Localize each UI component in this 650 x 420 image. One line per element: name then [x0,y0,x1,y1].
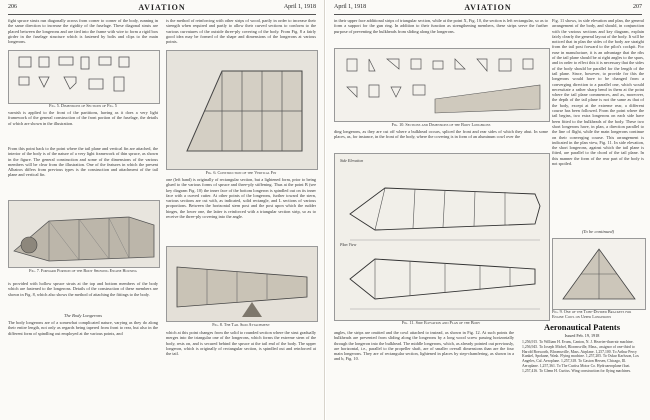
right-page-date: April 1, 1918 [334,4,367,10]
side-elevation-label: Side Elevation [340,158,364,163]
fig6-caption: Fig. 6. Construction of the Vertical Fin [205,170,277,175]
left-page-date: April 1, 1918 [283,4,316,10]
left-text-col2: is the method of reinforcing with other strips of wood, partly in order to increase their strength when required and partly to allow their curved sections to conform to the various curvatures of the outside three-ply covering of the body. From Fig. 8 a fairly good idea may be formed of the shape and dimensions of the longerons at various points. [166,18,316,45]
header-rule [334,14,642,15]
figure-9 [552,238,646,310]
left-text-col1d: is provided with hollow spruce struts at the top and bottom members of the body which are fastened to the longerons. Details of the construction of these members are shown in Fig. 8, which also shows the method of attaching the fittings to the body. [8,281,158,297]
left-text-col1e: The body longerons are of a somewhat complicated nature, varying as they do along their entire length, not only as regards being tapered from front to rear, but also in the different form of spindling out employed at the various points, and [8,320,158,336]
fig11-caption: Fig. 11. Side Elevation and Plan of the Body [401,320,481,325]
figure-8 [166,246,318,322]
patents-date: Issued Feb. 19, 1918 [564,333,600,338]
right-running-title: AVIATION [464,3,512,12]
fig7-caption: Fig. 7. Forward Portion of the Body Showing Engine Housing [29,268,137,273]
plan-view-label: Plan View [340,242,357,247]
right-text-col1: in their upper face additional strips of triangular section, while at the point X, Fig. 10, the section is left rectangular, so as to form a support for the gun ring. In addition to their function as strengthening members, these strips serve the further purpose of preventing the bulkheads from sliding along the longerons. [334,18,548,34]
left-text-col2c: which at this point changes from the solid to rounded section where the strut gradually merges into the triangular one of the longerons, which forms the extreme stern of the body, rests on, and is secured behind the spruce at the tail end of the body. The upper longeron, which is originally of rectangular section, is spindled out and reinforced at the tail. [166,330,316,357]
patents-title: Aeronautical Patents [543,322,621,332]
aeronautical-patents [522,322,642,374]
fig9-caption: Fig. 9. One of the Tube-Divided Brackets for Engine Cowl on Upper Longerons [552,309,632,319]
left-text-col2b: one (left hand) is originally of rectangular section, but a lightened form, prior to being glued to the various forms of spruce and three-ply stiffening. Thus at the point B (see key diagram Fig. 10) the inner face of the bottom longeron is spindled out on its inner face with a curved cutter. At other points of the longerons, further toward the stern, various sections are cut with, as indicated, solid rectangle, and L sections of various proportions. Between the horizontal stern post and the post upon which the rudder hinges, the lower one, the latter is reinforced with a triangular section strip, so as to receive the three-ply covering into the angle. [166,177,316,220]
right-text-bottom: angles, the strips are omitted and the cowl attached to instead, as shown in Fig. 12. At such points the bulkheads are prevented from sliding along the longerons by a long wood screw passing horizontally through the longeron into the bulkhead. The middle longerons, which, as already pointed out previously, are horizontal, i.e., parallel to the propeller shaft, are of smaller overall dimensions than are the four main longerons. They are of rectangular section, lightened in places by step-chamfering, as shown in a and b, Fig. 10. [334,330,514,362]
figure-6 [166,50,318,170]
right-page [326,0,650,420]
body-longerons-subhead: The Body Longerons [63,313,103,318]
figure-11 [334,153,550,321]
figure-7 [8,200,160,268]
left-running-title: AVIATION [138,3,186,12]
figure-10 [334,48,550,122]
patents-list: 1,256,915. To William H. Evans, Canton, N. J. Heavier-than-air machine. 1,256,945. To Joseph Michel, Bloomsville, Mass., assignor of one-third to Harold Bosworth, Bloomsville, Mass. Airplane. 1,257,100. To Arthur Percy Kunkel, Spokane, Wash. Flying machine. 1,257,205. To Oskar Karlsson, Los Angeles, Cal. Aeroplane. 1,257,318. To Gaston Hersen, Chicago, Ill. Aeroplane. 1,257,361. To The Curtiss Motor Co. Hydroaeroplane float. 1,257,416. To Glenn H. Curtiss. Wing construction for flying machines. [522,340,639,373]
fig8-caption: Fig. 8. The Tail Skid Attachment [212,322,270,327]
left-text-col1b: varnish is applied to the front of the partitions, having as it does a very light framework of the general construction of the front portion of the fuselage, the details of which are shown in the illustration. [8,110,158,126]
header-rule [8,14,316,15]
left-page-number: 206 [8,4,17,10]
fig10-caption: Fig. 10. Sections and Dimensions of the Body Longerons [391,122,491,127]
to-be-continued: (To be continued) [581,229,615,234]
right-text-col3: Fig. 11 shows, in side elevation and plan, the general arrangement of the body, and should, in conjunction with the various sections and key diagram, explain fairly clearly the general layout of the body. It will be noticed that in plan the sides of the body are straight from the tail post forward to the pilot's cockpit. For ease in manufacture, it is an advantage that the ribs of the tail plane should be at right angles to the spars, and in order to effect this it is necessary that the sides of the body should be parallel for the length of the tail plane. Since, however, to provide for this the longerons would have to be changed from a converging direction to a parallel one, which would necessitate a rather sharp bend in them at the point where the tail plane commences, and as, moreover, the depth of the tail plane is not the same as that of the body, except at the extreme rear, a different course has been followed. From the point where the tail begins, two extra longerons on each side have been fitted to the bulkheads of the body. These two short longerons have, in plan, a direction parallel to the line of flight, while the main longerons continue on their converging course. This arrangement is indicated in the plan view, Fig. 11. In side elevation, the short longerons, against which the tail plane is fitted, are parallel to the chord of the tail plane. In this manner the form of the rear part of the body is not spoiled. [552,18,644,167]
fig5-caption: Fig. 5. Dimensions of Sections of Fig. 5 [49,103,117,108]
figure-5 [8,50,160,104]
left-text-col1: fight spruce struts run diagonally across from corner to corner of the body, running in the same direction to increase the rigidity of the fuselage. These diagonal struts are placed between the longerons and are tied into the frame with wire to form a rigid box girder in the fuselage structure which is fastened by bolts and clips to the main longerons. [8,18,158,45]
left-text-col1c: From this point back to the point where the tail plane and vertical fin are attached, the interior of the body is of the nature of a very light framework of thin spruce, as shown in the figure. The general construction and some of the dimensions of the various members will be clear from the illustration. One of the features in which the present Albatros differs from previous types is the construction and attachment of the tail plane and vertical fin. [8,146,158,178]
right-text-col1b: ding longerons, as they are cut off where a bulkhead occurs, spliced the front and rear sides of which they abut. In some places, as, for instance, in the front of the body, where the covering is in form of an aluminum cowl over the [334,129,548,140]
right-page-number: 207 [633,4,642,10]
